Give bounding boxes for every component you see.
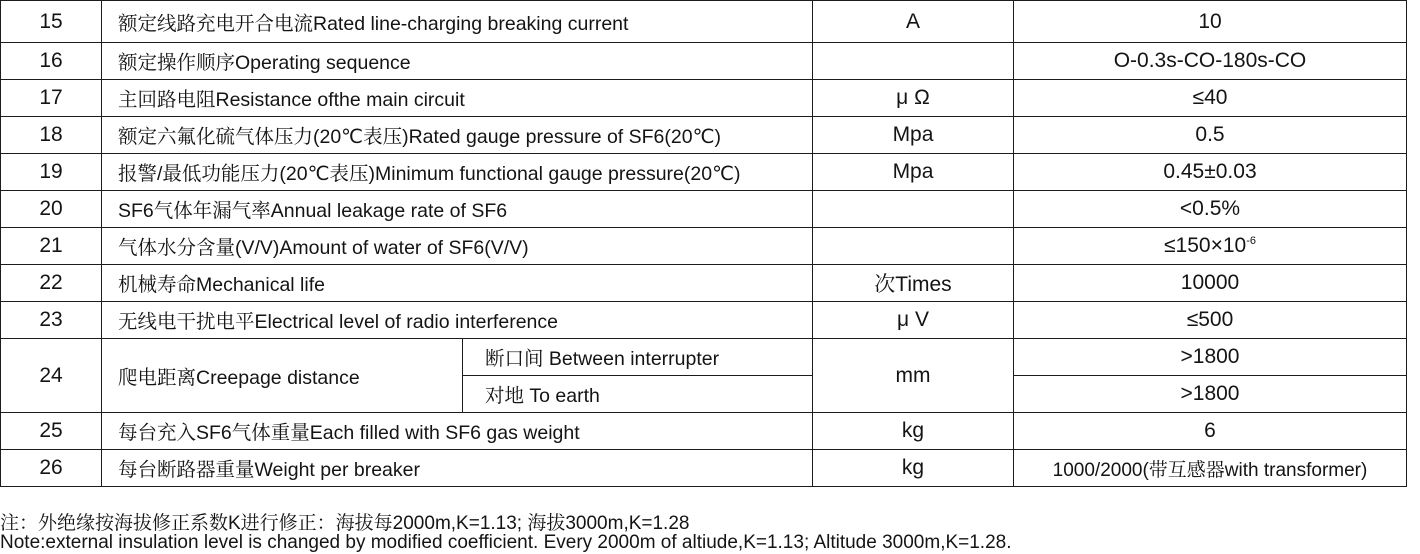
row-number: 19	[1, 154, 102, 191]
row-value: ≤40	[1014, 80, 1407, 117]
table-row	[1, 117, 1407, 154]
value-text: ≤150×10	[1164, 234, 1247, 257]
row-value: 6	[1014, 413, 1407, 450]
row-value: <0.5%	[1014, 191, 1407, 228]
row-description: 每台断路器重量Weight per breaker	[102, 450, 813, 487]
table-row	[1, 43, 1407, 80]
table-row	[1, 302, 1407, 339]
row-unit: μ V	[813, 302, 1014, 339]
row-unit: Mpa	[813, 154, 1014, 191]
row-value: 10	[1014, 1, 1407, 43]
row-unit	[813, 43, 1014, 80]
sub-label: 断口间 Between interrupter	[463, 339, 813, 376]
row-description: 额定操作顺序Operating sequence	[102, 43, 813, 80]
row-description: 额定六氟化硫气体压力(20℃表压)Rated gauge pressure of SF6(20℃)	[102, 117, 813, 154]
row-unit: Mpa	[813, 117, 1014, 154]
row-unit	[813, 191, 1014, 228]
row-number: 22	[1, 265, 102, 302]
row-value: 0.5	[1014, 117, 1407, 154]
row-value	[1014, 228, 1407, 265]
row-number: 17	[1, 80, 102, 117]
row-value: >1800	[1014, 376, 1407, 413]
row-unit: A	[813, 1, 1014, 43]
row-description: 气体水分含量(V/V)Amount of water of SF6(V/V)	[102, 228, 813, 265]
note-english: Note:external insulation level is changed by modified coefficient. Every 2000m of altiude,K=1.13; Altitude 3000m,K=1.28.	[0, 532, 1012, 553]
note-chinese: 注：外绝缘按海拔修正系数K进行修正：海拔每2000m,K=1.13; 海拔3000m,K=1.28	[0, 513, 690, 534]
row-description: 额定线路充电开合电流Rated line-charging breaking current	[102, 1, 813, 43]
row-number: 16	[1, 43, 102, 80]
table-row	[1, 1, 1407, 43]
row-number: 18	[1, 117, 102, 154]
table-row	[1, 228, 1407, 265]
row-description: SF6气体年漏气率Annual leakage rate of SF6	[102, 191, 813, 228]
row-value: 10000	[1014, 265, 1407, 302]
row-value: >1800	[1014, 339, 1407, 376]
row-value: ≤500	[1014, 302, 1407, 339]
row-unit: kg	[813, 450, 1014, 487]
row-description: 每台充入SF6气体重量Each filled with SF6 gas weight	[102, 413, 813, 450]
row-number: 23	[1, 302, 102, 339]
table-row	[1, 80, 1407, 117]
table-row	[1, 154, 1407, 191]
row-description: 主回路电阻Resistance ofthe main circuit	[102, 80, 813, 117]
value-exponent: -6	[1246, 235, 1256, 247]
row-value: 1000/2000(带互感器with transformer)	[1014, 450, 1407, 487]
table-row	[1, 191, 1407, 228]
row-value: 0.45±0.03	[1014, 154, 1407, 191]
row-number: 20	[1, 191, 102, 228]
row-description: 无线电干扰电平Electrical level of radio interference	[102, 302, 813, 339]
row-value: O-0.3s-CO-180s-CO	[1014, 43, 1407, 80]
row-unit: mm	[813, 339, 1014, 413]
table-row	[1, 339, 1407, 376]
row-number: 26	[1, 450, 102, 487]
row-unit	[813, 228, 1014, 265]
row-unit: kg	[813, 413, 1014, 450]
table-row	[1, 265, 1407, 302]
row-unit: μ Ω	[813, 80, 1014, 117]
row-number: 21	[1, 228, 102, 265]
row-description: 爬电距离Creepage distance	[102, 339, 463, 413]
row-unit: 次Times	[813, 265, 1014, 302]
row-number: 24	[1, 339, 102, 413]
row-number: 15	[1, 1, 102, 43]
row-description: 报警/最低功能压力(20℃表压)Minimum functional gauge pressure(20℃)	[102, 154, 813, 191]
table-row	[1, 413, 1407, 450]
row-number: 25	[1, 413, 102, 450]
row-description: 机械寿命Mechanical life	[102, 265, 813, 302]
table-row	[1, 450, 1407, 487]
sub-label: 对地 To earth	[463, 376, 813, 413]
